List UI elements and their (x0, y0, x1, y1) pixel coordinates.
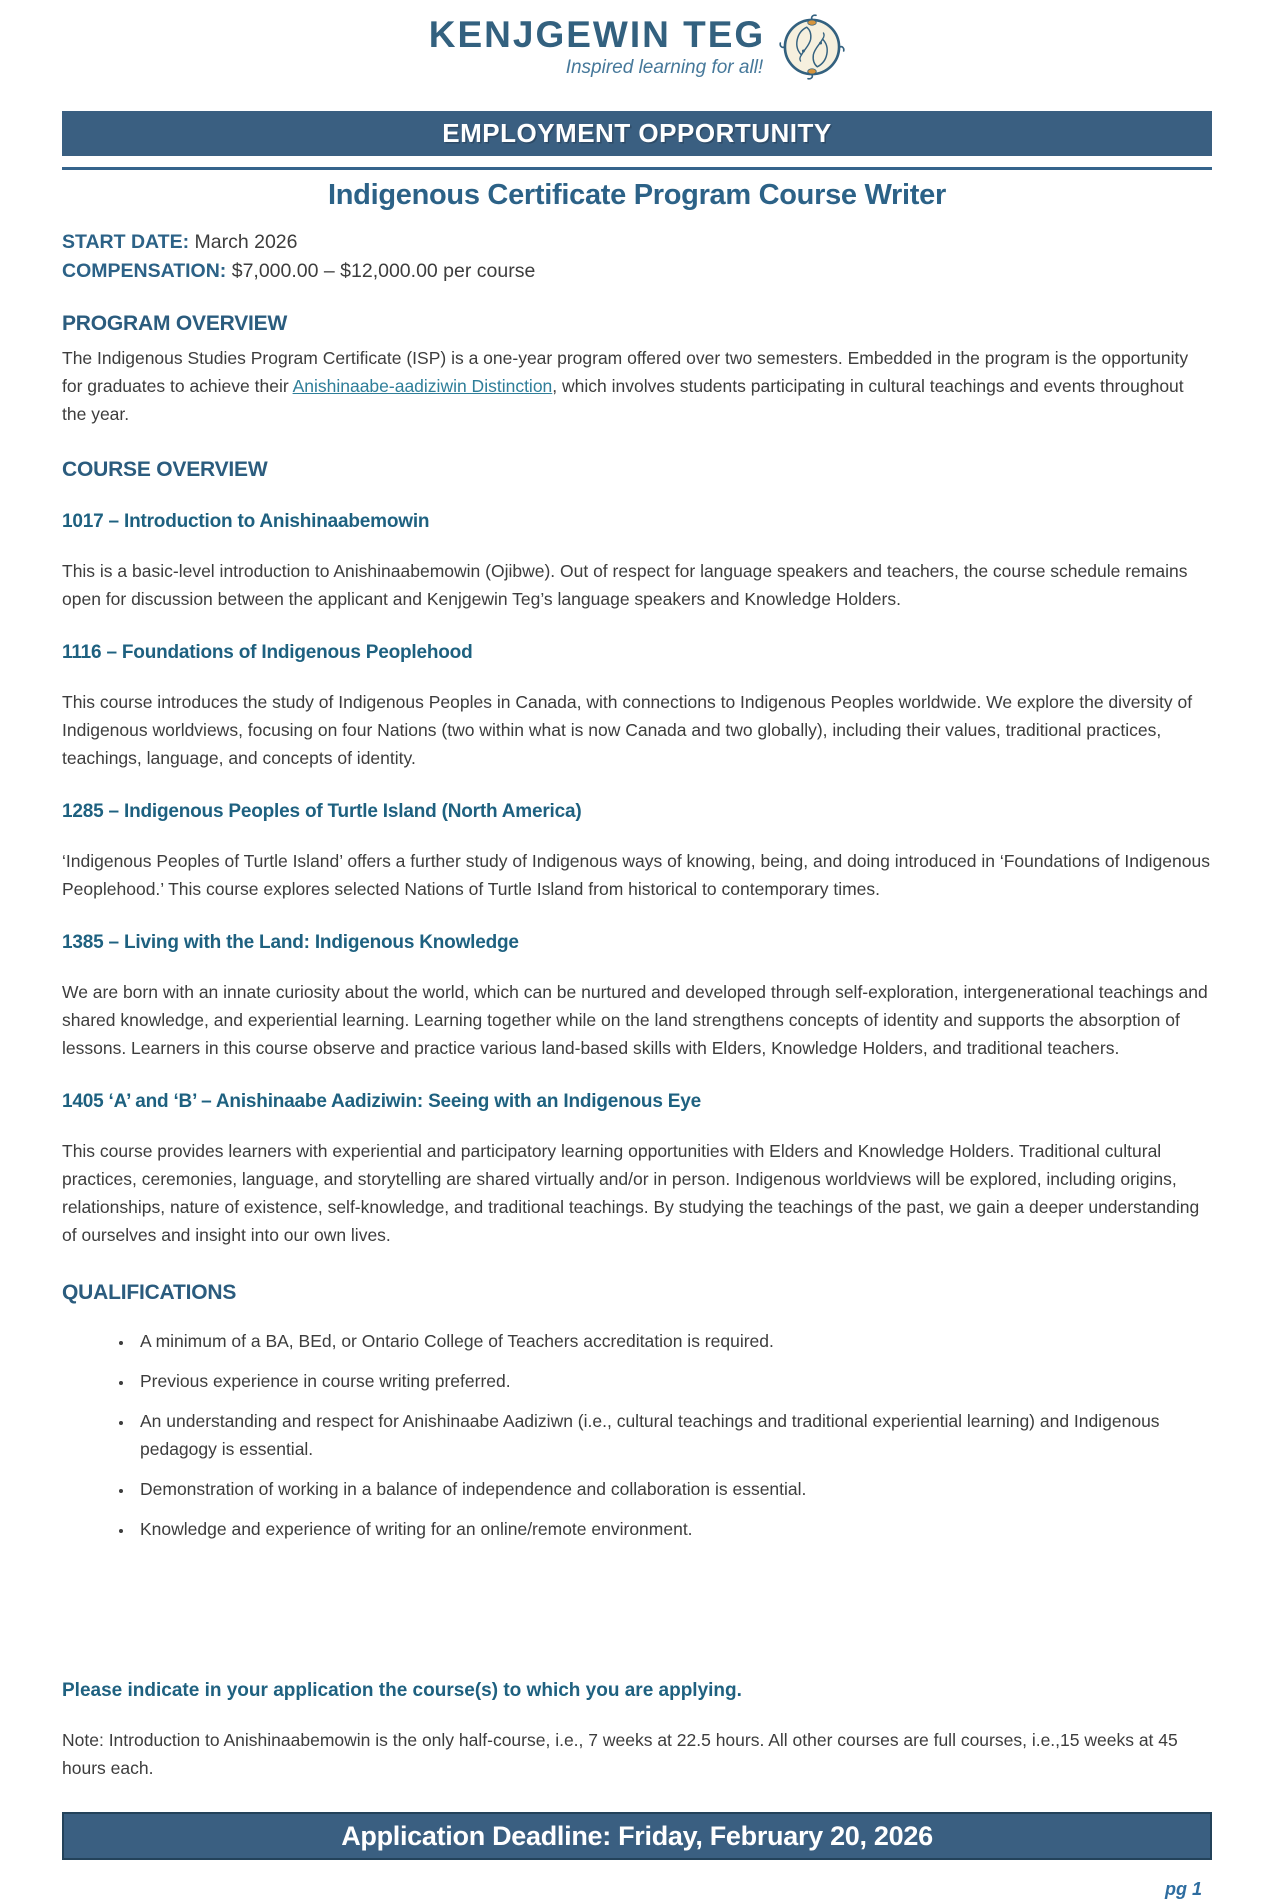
course-description: This course introduces the study of Indigenous Peoples in Canada, with connections to Indigenous Peoples worldwide. We explore the diversity of Indigenous worldviews, focusing on four Nations (two within what is now Canada and two globally), including their values, traditional practices, teachings, language, and concepts of identity. (62, 692, 1193, 768)
course-item (62, 801, 1212, 903)
course-description: This is a basic-level introduction to Anishinaabemowin (Ojibwe). Out of respect for language speakers and teachers, the course schedule remains open for discussion between the applicant and Kenjgewin Teg’s language speakers and Knowledge Holders. (62, 561, 1188, 609)
program-overview-paragraph (62, 344, 1212, 428)
course-title: 1385 – Living with the Land: Indigenous Knowledge (62, 932, 519, 953)
course-list (62, 482, 1212, 1249)
page-number: pg 1 (1164, 1879, 1202, 1899)
logo-wordmark: KENJGEWIN TEG (428, 14, 766, 55)
closing-block (62, 1680, 1212, 1890)
banner-text: EMPLOYMENT OPPORTUNITY (442, 118, 832, 148)
logo (62, 14, 1212, 85)
logo-tagline: Inspired learning for all! (565, 57, 764, 78)
distinction-link[interactable]: Anishinaabe-aadiziwin Distinction (292, 376, 553, 396)
page-title: Indigenous Certificate Program Course Writer (328, 179, 946, 211)
program-overview-heading: PROGRAM OVERVIEW (62, 312, 288, 335)
course-title: 1405 ‘A’ and ‘B’ – Anishinaabe Aadiziwin: Seeing with an Indigenous Eye (62, 1091, 701, 1112)
two-fish-emblem-icon (779, 14, 845, 85)
course-description: This course provides learners with experiential and participatory learning opportunities with Elders and Knowledge Holders. Traditional cultural practices, ceremonies, language, and storytelling are shared virtually and/or in person. Indigenous worldviews will be explored, including origins, relationships, nature of existence, self-knowledge, and traditional teachings. By studying the teachings of the past, we gain a deeper understanding of ourselves and insight into our own lives. (62, 1141, 1200, 1245)
overview-text-before-link: The Indigenous Studies Program Certificate (ISP) is a one-year program offered over two semesters. Embedded in the program is the opportunity for graduates to achieve their (62, 348, 1189, 396)
qualification-item: • A minimum of a BA, BEd, or Ontario College of Teachers accreditation is required. (134, 1327, 1212, 1355)
qualifications-heading: QUALIFICATIONS (62, 1281, 237, 1304)
overview-text-after-link: , which involves students participating in cultural teachings and events throughout the year. (62, 376, 1184, 424)
compensation-label: COMPENSATION: (62, 260, 232, 282)
apply-instruction: Please indicate in your application the course(s) to which you are applying. (62, 1680, 742, 1701)
header-divider (62, 167, 1212, 170)
course-description: ‘Indigenous Peoples of Turtle Island’ offers a further study of Indigenous ways of knowing, being, and doing introduced in ‘Foundations of Indigenous Peoplehood.’ This course explores selected Nations of Turtle Island from historical to contemporary times. (62, 851, 1210, 899)
course-title: 1285 – Indigenous Peoples of Turtle Island (North America) (62, 801, 582, 822)
course-item (62, 1091, 1212, 1249)
course-description: We are born with an innate curiosity about the world, which can be nurtured and developed through self-exploration, intergenerational teachings and shared knowledge, and experiential learning. Learning together while on the land strengthens concepts of identity and supports the absorption of lessons. Learners in this course observe and practice various land-based skills with Elders, Knowledge Holders, and traditional teachers. (62, 982, 1208, 1058)
course-item (62, 932, 1212, 1062)
course-length-note: Note: Introduction to Anishinaabemowin is the only half-course, i.e., 7 weeks at 22.5 hours. All other courses are full courses, i.e.,15 weeks at 45 hours each. (62, 1730, 1178, 1778)
qualifications-list (62, 1327, 1212, 1555)
compensation-line (62, 257, 1212, 286)
qualification-item: • Knowledge and experience of writing for an online/remote environment. (134, 1515, 1212, 1543)
qualification-item: • Previous experience in course writing preferred. (134, 1367, 1212, 1395)
course-item (62, 642, 1212, 772)
logo-text-block (429, 14, 765, 79)
compensation-value: $7,000.00 – $12,000.00 per course (231, 260, 536, 282)
start-date-value: March 2026 (194, 231, 298, 253)
course-title: 1017 – Introduction to Anishinaabemowin (62, 511, 430, 532)
course-overview-heading: COURSE OVERVIEW (62, 458, 268, 481)
qualification-item: • An understanding and respect for Anishinaabe Aadiziwn (i.e., cultural teachings and traditional experiential learning) and Indigenous pedagogy is essential. (134, 1407, 1212, 1463)
course-title: 1116 – Foundations of Indigenous Peoplehood (62, 642, 473, 663)
course-item (62, 511, 1212, 613)
start-date-label: START DATE: (62, 231, 195, 253)
qualification-item: • Demonstration of working in a balance of independence and collaboration is essential. (134, 1475, 1212, 1503)
application-deadline-text: Application Deadline: Friday, February 20, 2026 (341, 1820, 933, 1851)
application-deadline-banner (62, 1812, 1212, 1860)
job-meta (62, 228, 1212, 286)
start-date-line (62, 228, 1212, 257)
employment-opportunity-banner (62, 111, 1212, 156)
